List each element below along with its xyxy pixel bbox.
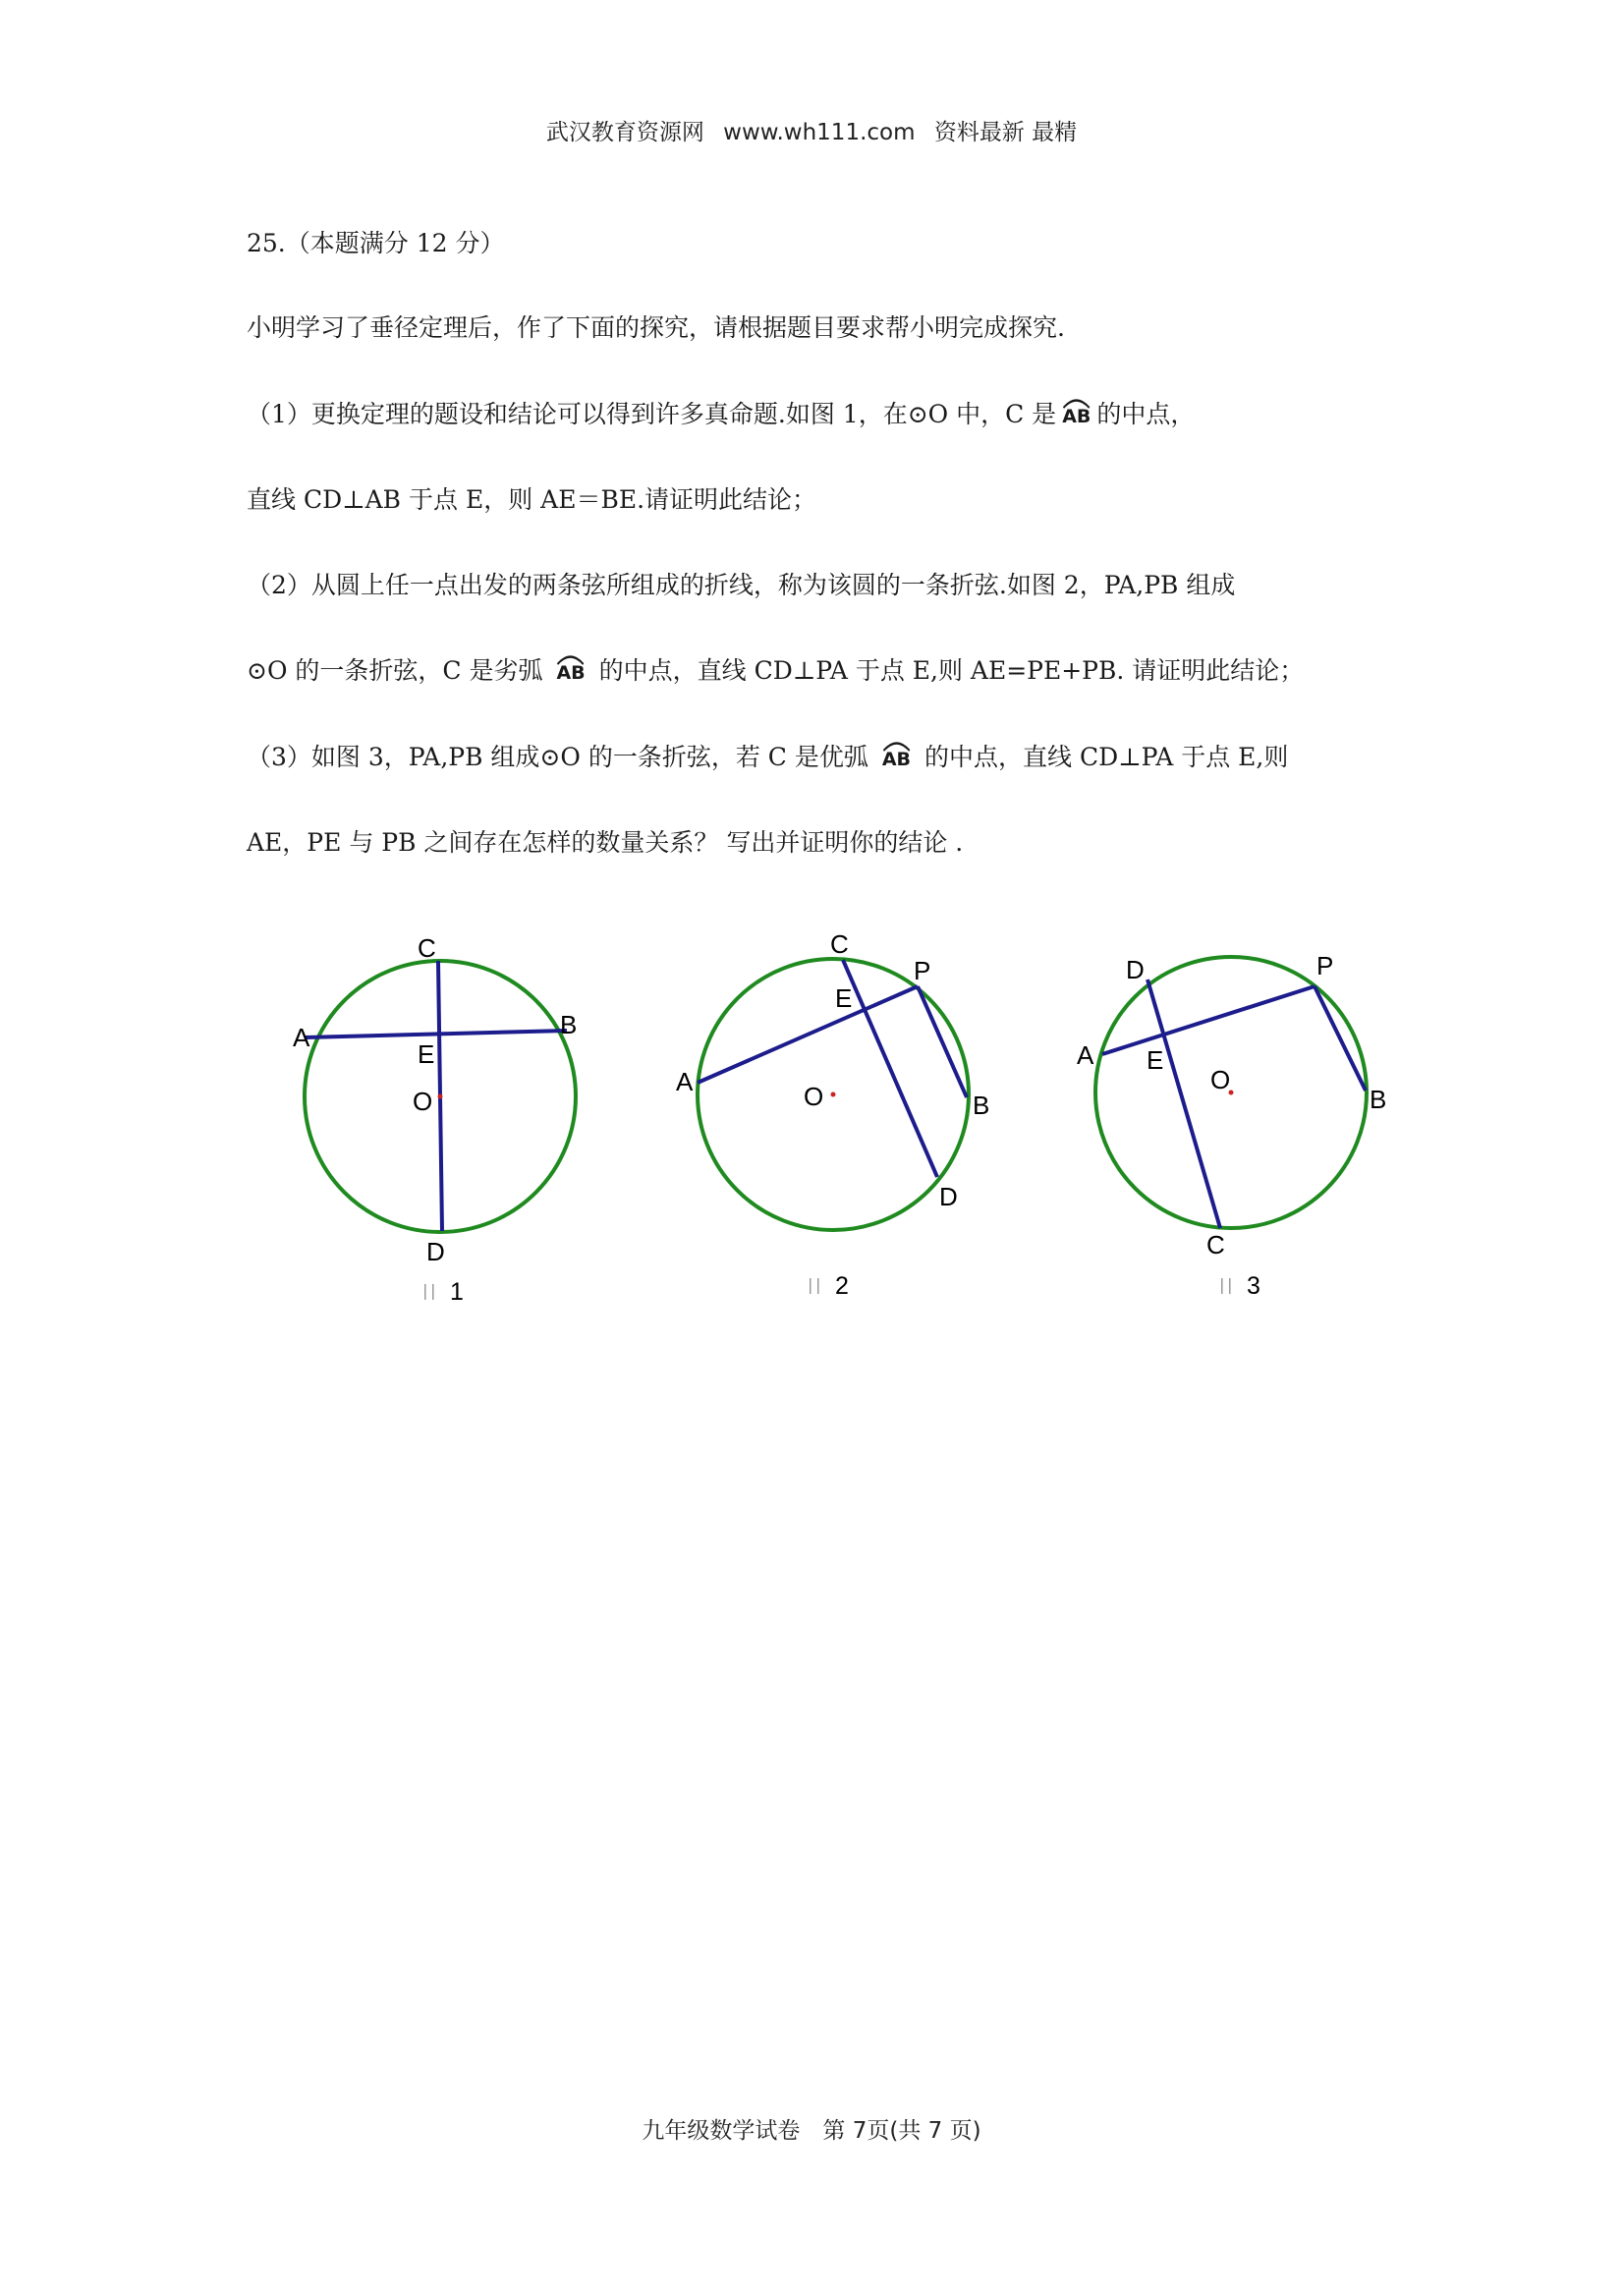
label-b: B: [973, 1091, 990, 1120]
label-p: P: [914, 956, 931, 985]
part2-text-b: 的中点，直线 CD⊥PA 于点 E,则 AE=PE+PB. 请证明此结论；: [598, 656, 1305, 685]
caption-fig-2: [810, 1272, 849, 1300]
part1-line2: 直线 CD⊥AB 于点 E，则 AE＝BE.请证明此结论；: [247, 485, 817, 514]
figure-1: [293, 933, 577, 1306]
label-d: D: [426, 1237, 445, 1266]
part2-line2: [247, 651, 1304, 687]
arc-ab-symbol: AB: [882, 745, 911, 769]
part1-text-b: 的中点，: [1096, 400, 1196, 428]
svg-text:3: 3: [1247, 1272, 1260, 1300]
center-point: [831, 1092, 836, 1097]
label-a: A: [676, 1067, 694, 1096]
part3-line2: AE，PE 与 PB 之间存在怎样的数量关系？ 写出并证明你的结论 .: [247, 828, 964, 857]
figure-2: [676, 929, 989, 1300]
question-intro: 小明学习了垂径定理后，作了下面的探究，请根据题目要求帮小明完成探究.: [247, 313, 1065, 342]
caption-fig-1: [424, 1278, 464, 1306]
chord-pa: [698, 986, 918, 1083]
line-cd: [1147, 980, 1220, 1228]
label-o: O: [804, 1082, 824, 1111]
part2-text-a: ⊙O 的一条折弦，C 是劣弧: [247, 656, 543, 685]
svg-text:1: 1: [450, 1278, 464, 1306]
label-d: D: [1126, 955, 1145, 984]
chord-pb: [1315, 986, 1366, 1091]
label-e: E: [1147, 1045, 1164, 1075]
figure-3: [1077, 951, 1386, 1300]
center-point: [438, 1094, 443, 1099]
label-a: A: [1077, 1040, 1094, 1070]
part3-line1: [247, 738, 1288, 773]
header-url[interactable]: www.wh111.com: [723, 120, 916, 145]
header-tagline: 资料最新 最精: [933, 120, 1078, 145]
label-b: B: [560, 1010, 578, 1039]
arc-ab-symbol: AB: [556, 658, 585, 683]
label-a: A: [293, 1023, 310, 1052]
header-site: 武汉教育资源网: [545, 120, 704, 145]
label-e: E: [418, 1039, 435, 1069]
part3-text-b: 的中点，直线 CD⊥PA 于点 E,则: [924, 743, 1289, 771]
part3-text-a: （3）如图 3，PA,PB 组成⊙O 的一条折弦，若 C 是优弧: [247, 743, 868, 771]
part1-text-a: （1）更换定理的题设和结论可以得到许多真命题.如图 1，在⊙O 中，C 是: [247, 400, 1057, 428]
label-c: C: [830, 929, 849, 959]
label-o: O: [1210, 1065, 1231, 1094]
label-b: B: [1370, 1085, 1387, 1114]
label-e: E: [835, 983, 853, 1013]
page-footer: 九年级数学试卷 第 7页(共 7 页): [642, 2118, 981, 2144]
part2-line1: （2）从圆上任一点出发的两条弦所组成的折线，称为该圆的一条折弦.如图 2，PA,PB 组成: [247, 571, 1236, 599]
part1-line1: [247, 395, 1195, 430]
figures-area: [0, 914, 1623, 1326]
page-header: [0, 114, 1623, 146]
label-c: C: [1206, 1230, 1225, 1260]
svg-text:2: 2: [835, 1272, 849, 1300]
chord-ab: [305, 1031, 567, 1037]
label-c: C: [418, 933, 436, 963]
label-d: D: [939, 1182, 958, 1211]
question-title: 25.（本题满分 12 分）: [247, 229, 505, 257]
figures-svg: [0, 914, 1623, 1326]
arc-ab-symbol: AB: [1062, 402, 1091, 426]
label-o: O: [413, 1087, 433, 1116]
caption-fig-3: [1221, 1272, 1260, 1300]
label-p: P: [1316, 951, 1334, 980]
